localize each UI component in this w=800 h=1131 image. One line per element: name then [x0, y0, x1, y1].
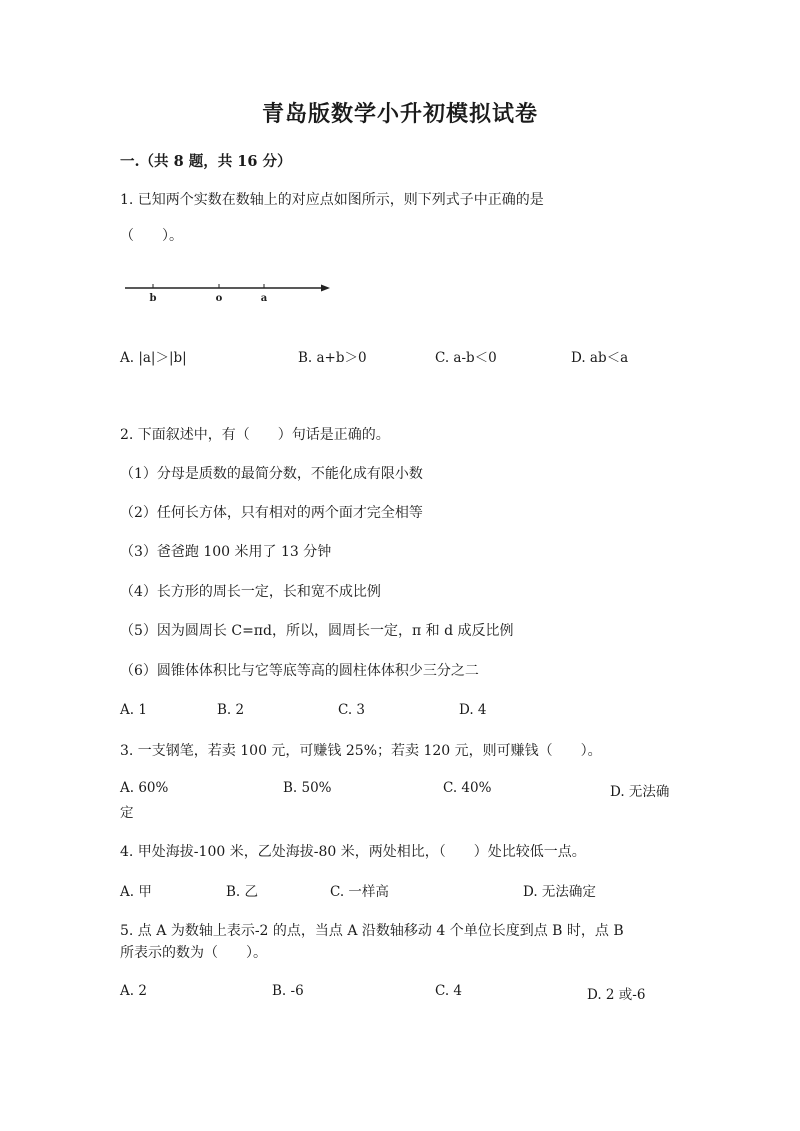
q2-option-c[interactable]: C. 3 [338, 702, 366, 718]
q2-statement-6: （6）圆锥体体积比与它等底等高的圆柱体体积少三分之二 [120, 663, 479, 679]
q3-option-b[interactable]: B. 50% [283, 780, 332, 796]
question-5-stem: 5. 点 A 为数轴上表示-2 的点，当点 A 沿数轴移动 4 个单位长度到点 B 时，点 B [120, 923, 624, 939]
label-a: a [260, 293, 268, 304]
q2-statement-2: （2）任何长方体，只有相对的两个面才完全相等 [120, 505, 423, 521]
question-5-stem-cont: 所表示的数为（ ）。 [120, 945, 267, 961]
q4-option-b[interactable]: B. 乙 [226, 884, 259, 900]
label-o: o [215, 293, 223, 304]
label-b: b [149, 293, 157, 304]
q1-option-a[interactable]: A. |a|＞|b| [120, 350, 187, 366]
question-2-stem: 2. 下面叙述中，有（ ）句话是正确的。 [120, 427, 390, 443]
q5-option-c[interactable]: C. 4 [435, 983, 463, 999]
q2-statement-3: （3）爸爸跑 100 米用了 13 分钟 [120, 544, 332, 560]
q5-option-d[interactable]: D. 2 或-6 [587, 987, 646, 1003]
question-1-stem: 1. 已知两个实数在数轴上的对应点如图所示，则下列式子中正确的是 [120, 192, 544, 208]
q5-option-a[interactable]: A. 2 [120, 983, 147, 999]
q4-option-c[interactable]: C. 一样高 [330, 884, 389, 900]
q5-option-b[interactable]: B. -6 [272, 983, 304, 999]
q4-option-d[interactable]: D. 无法确定 [523, 884, 596, 900]
section-heading: 一.（共 8 题，共 16 分） [120, 153, 292, 170]
question-4-stem: 4. 甲处海拔-100 米，乙处海拔-80 米，两处相比，（ ）处比较低一点。 [120, 844, 586, 860]
q1-option-c[interactable]: C. a-b＜0 [435, 350, 497, 366]
q3-option-a[interactable]: A. 60% [120, 780, 169, 796]
question-3-stem: 3. 一支钢笔，若卖 100 元，可赚钱 25%；若卖 120 元，则可赚钱（ ）。 [120, 743, 602, 759]
q3-option-d-wrap: 定 [120, 805, 134, 821]
q1-option-d[interactable]: D. ab＜a [571, 350, 629, 366]
q1-option-b[interactable]: B. a+b＞0 [298, 350, 367, 366]
q3-option-c[interactable]: C. 40% [443, 780, 492, 796]
number-line-figure [120, 278, 340, 308]
q2-statement-1: （1）分母是质数的最简分数，不能化成有限小数 [120, 466, 423, 482]
question-1-stem-cont: （ ）。 [120, 228, 183, 244]
q2-option-d[interactable]: D. 4 [459, 702, 487, 718]
q4-option-a[interactable]: A. 甲 [120, 884, 152, 900]
q2-statement-5: （5）因为圆周长 C=πd，所以，圆周长一定，π 和 d 成反比例 [120, 623, 514, 639]
q2-option-b[interactable]: B. 2 [217, 702, 245, 718]
number-line-arrow [321, 285, 330, 292]
q2-statement-4: （4）长方形的周长一定，长和宽不成比例 [120, 584, 381, 600]
q2-option-a[interactable]: A. 1 [120, 702, 147, 718]
page-title: 青岛版数学小升初模拟试卷 [261, 101, 538, 127]
q3-option-d[interactable]: D. 无法确 [610, 784, 670, 800]
